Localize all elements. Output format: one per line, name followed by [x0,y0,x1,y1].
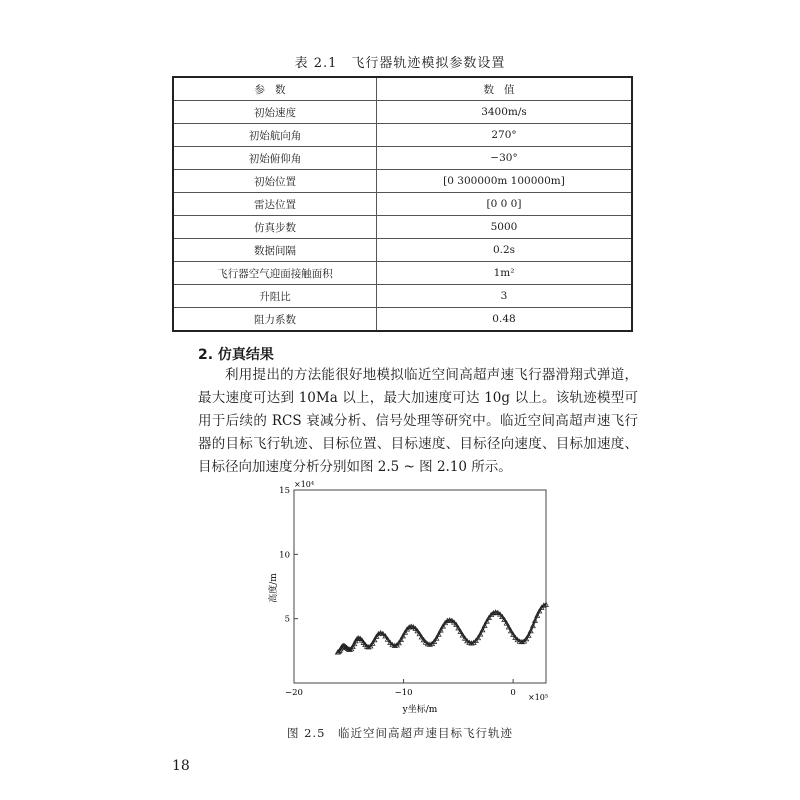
param-cell: 初始位置 [173,170,377,193]
table-row [173,147,632,170]
table-row [173,193,632,216]
value-cell: 0.48 [377,308,633,332]
y-tick-label: 10 [279,550,290,561]
param-cell: 雷达位置 [173,193,377,216]
param-cell: 飞行器空气迎面接触面积 [173,262,377,285]
param-cell: 升阻比 [173,285,377,308]
value-cell: 3 [377,285,633,308]
x-tick-label: −20 [285,688,303,698]
value-cell: [0 300000m 100000m] [377,170,633,193]
param-cell: 初始航向角 [173,124,377,147]
trajectory-chart [262,478,562,723]
y-multiplier: ×10⁴ [294,480,315,489]
paragraph-text: 利用提出的方法能很好地模拟临近空间高超声速飞行器滑翔式弹道，最大速度可达到 10Ma 以上，最大加速度可达 10g 以上。该轨迹模型可用于后续的 RCS 衰减分析、信号处理等研究中。临近空间高超声速飞行器的目标飞行轨迹、目标位置、目标速度、目标径向速度、目标加速度、目标径向加速度分析分别如图 2.5 ~ 图 2.10 所示。 [198,367,638,475]
table-row [173,308,632,332]
x-axis-label: y坐标/m [402,705,438,715]
y-tick-group [279,486,298,625]
table-row [173,239,632,262]
parameters-table [172,76,633,332]
x-multiplier: ×10⁵ [528,693,549,702]
value-cell: 3400m/s [377,101,633,124]
plot-frame [294,490,546,683]
param-cell: 初始速度 [173,101,377,124]
y-axis-label: 高度/m [269,573,279,603]
x-tick-group [285,679,516,698]
param-cell: 数据间隔 [173,239,377,262]
page-number: 18 [172,758,190,774]
figure-caption: 图 2.5 临近空间高超声速目标飞行轨迹 [287,726,513,740]
table-row [173,124,632,147]
table-row [173,285,632,308]
y-tick-label: 5 [284,614,290,625]
table-caption: 表 2.1 飞行器轨迹模拟参数设置 [294,56,506,71]
table-row [173,262,632,285]
table-row [173,216,632,239]
value-cell: −30° [377,147,633,170]
value-cell: 0.2s [377,239,633,262]
header-param: 参数 [173,77,377,101]
value-cell: [0 0 0] [377,193,633,216]
param-cell: 仿真步数 [173,216,377,239]
section-heading: 2. 仿真结果 [198,347,274,363]
value-cell: 270° [377,124,633,147]
header-value: 数值 [377,77,633,101]
x-tick-label: 0 [510,688,516,698]
y-tick-label: 15 [279,486,290,496]
param-cell: 阻力系数 [173,308,377,332]
value-cell: 1m² [377,262,633,285]
value-cell: 5000 [377,216,633,239]
table-row [173,170,632,193]
param-cell: 初始俯仰角 [173,147,377,170]
x-tick-label: −10 [394,688,413,698]
table-header-row [173,77,632,101]
body-paragraph [198,364,638,479]
table-row [173,101,632,124]
trajectory-series [335,602,548,654]
